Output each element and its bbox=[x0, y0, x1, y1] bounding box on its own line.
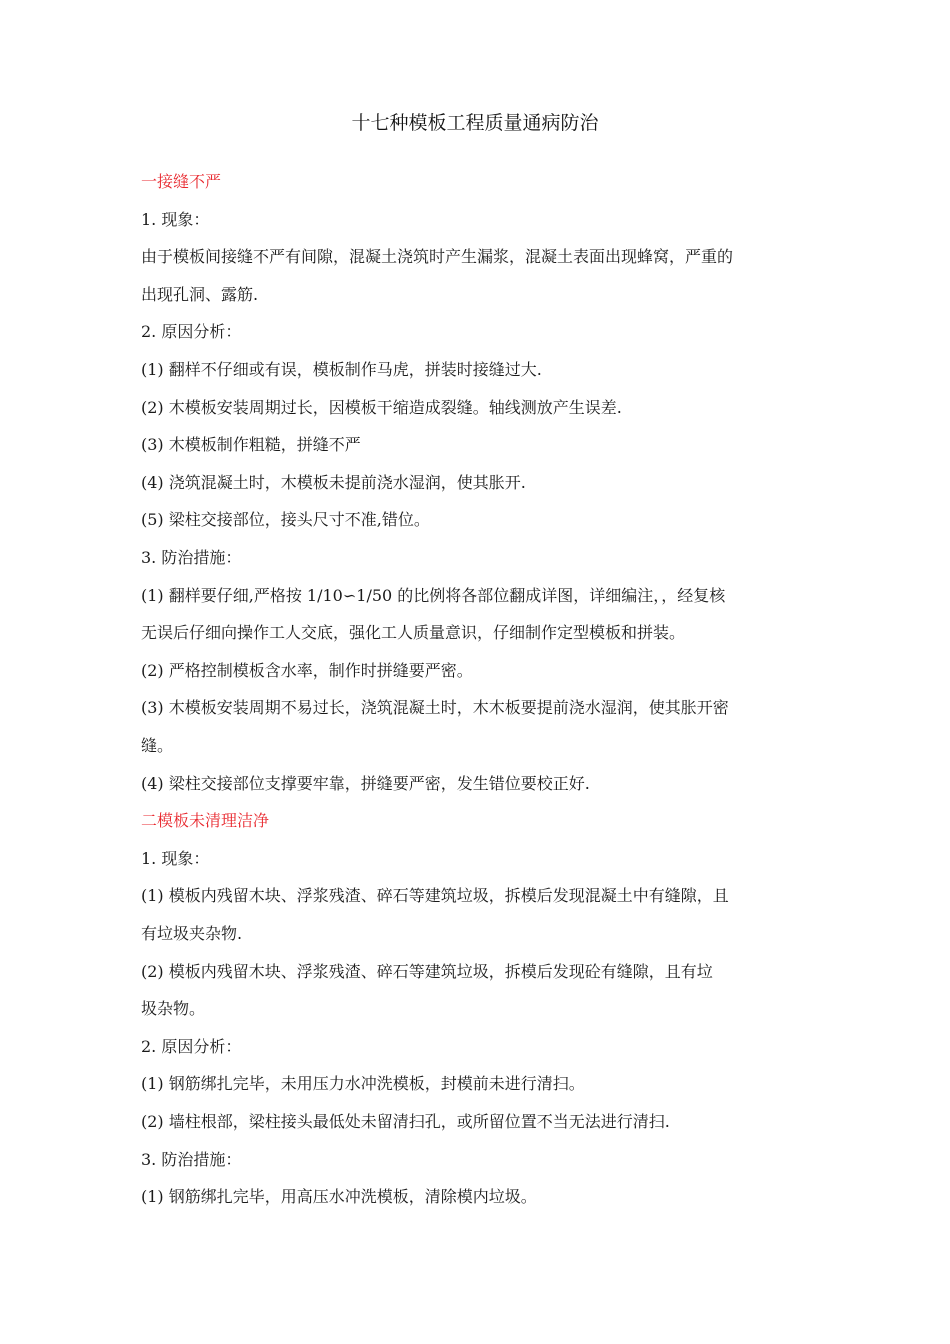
body-text-line: (1) 钢筋绑扎完毕，未用压力水冲洗模板，封模前未进行清扫。 bbox=[141, 1074, 585, 1093]
body-text-line: 出现孔洞、露筋. bbox=[141, 285, 259, 304]
document-title: 十七种模板工程质量通病防治 bbox=[351, 112, 599, 134]
body-text-line: 1. 现象： bbox=[141, 210, 210, 229]
body-text-line: 2. 原因分析： bbox=[141, 322, 242, 341]
body-text-line: 有垃圾夹杂物. bbox=[141, 924, 243, 943]
body-text-line: (1) 翻样要仔细,严格按 1/10∽1/50 的比例将各部位翻成详图，详细编注，，经复核 bbox=[141, 586, 726, 605]
body-text-line: 1. 现象： bbox=[141, 849, 210, 868]
body-text-line: 3. 防治措施： bbox=[141, 1150, 242, 1169]
section-heading: 一接缝不严 bbox=[141, 172, 222, 191]
body-text-line: (5) 梁柱交接部位，接头尺寸不准,错位。 bbox=[141, 510, 430, 529]
section-heading: 二模板未清理洁净 bbox=[141, 811, 270, 830]
body-text-line: 缝。 bbox=[141, 736, 174, 755]
body-text-line: 3. 防治措施： bbox=[141, 548, 242, 567]
body-text-line: 圾杂物。 bbox=[141, 999, 206, 1018]
body-text-line: (4) 浇筑混凝土时，木模板未提前浇水湿润，使其胀开. bbox=[141, 473, 526, 492]
body-text-line: (4) 梁柱交接部位支撑要牢靠，拼缝要严密，发生错位要校正好. bbox=[141, 774, 590, 793]
body-text-line: (2) 墙柱根部，梁柱接头最低处未留清扫孔，或所留位置不当无法进行清扫. bbox=[141, 1112, 670, 1131]
body-text-line: (2) 模板内残留木块、浮浆残渣、碎石等建筑垃圾，拆模后发现砼有缝隙，且有垃 bbox=[141, 962, 713, 981]
body-text-line: (1) 翻样不仔细或有误，模板制作马虎，拼装时接缝过大. bbox=[141, 360, 542, 379]
body-text-line: (2) 严格控制模板含水率，制作时拼缝要严密。 bbox=[141, 661, 473, 680]
body-text-line: 2. 原因分析： bbox=[141, 1037, 242, 1056]
body-text-line: (3) 木模板制作粗糙，拼缝不严 bbox=[141, 435, 361, 454]
body-text-line: (1) 钢筋绑扎完毕，用高压水冲洗模板，清除模内垃圾。 bbox=[141, 1187, 537, 1206]
body-text-line: 无误后仔细向操作工人交底，强化工人质量意识，仔细制作定型模板和拼装。 bbox=[141, 623, 686, 642]
body-text-line: (3) 木模板安装周期不易过长，浇筑混凝土时，木木板要提前浇水湿润，使其胀开密 bbox=[141, 698, 729, 717]
body-text-line: 由于模板间接缝不严有间隙，混凝土浇筑时产生漏浆，混凝土表面出现蜂窝，严重的 bbox=[141, 247, 734, 266]
body-text-line: (1) 模板内残留木块、浮浆残渣、碎石等建筑垃圾，拆模后发现混凝土中有缝隙，且 bbox=[141, 886, 729, 905]
body-text-line: (2) 木模板安装周期过长，因模板干缩造成裂缝。轴线测放产生误差. bbox=[141, 398, 622, 417]
